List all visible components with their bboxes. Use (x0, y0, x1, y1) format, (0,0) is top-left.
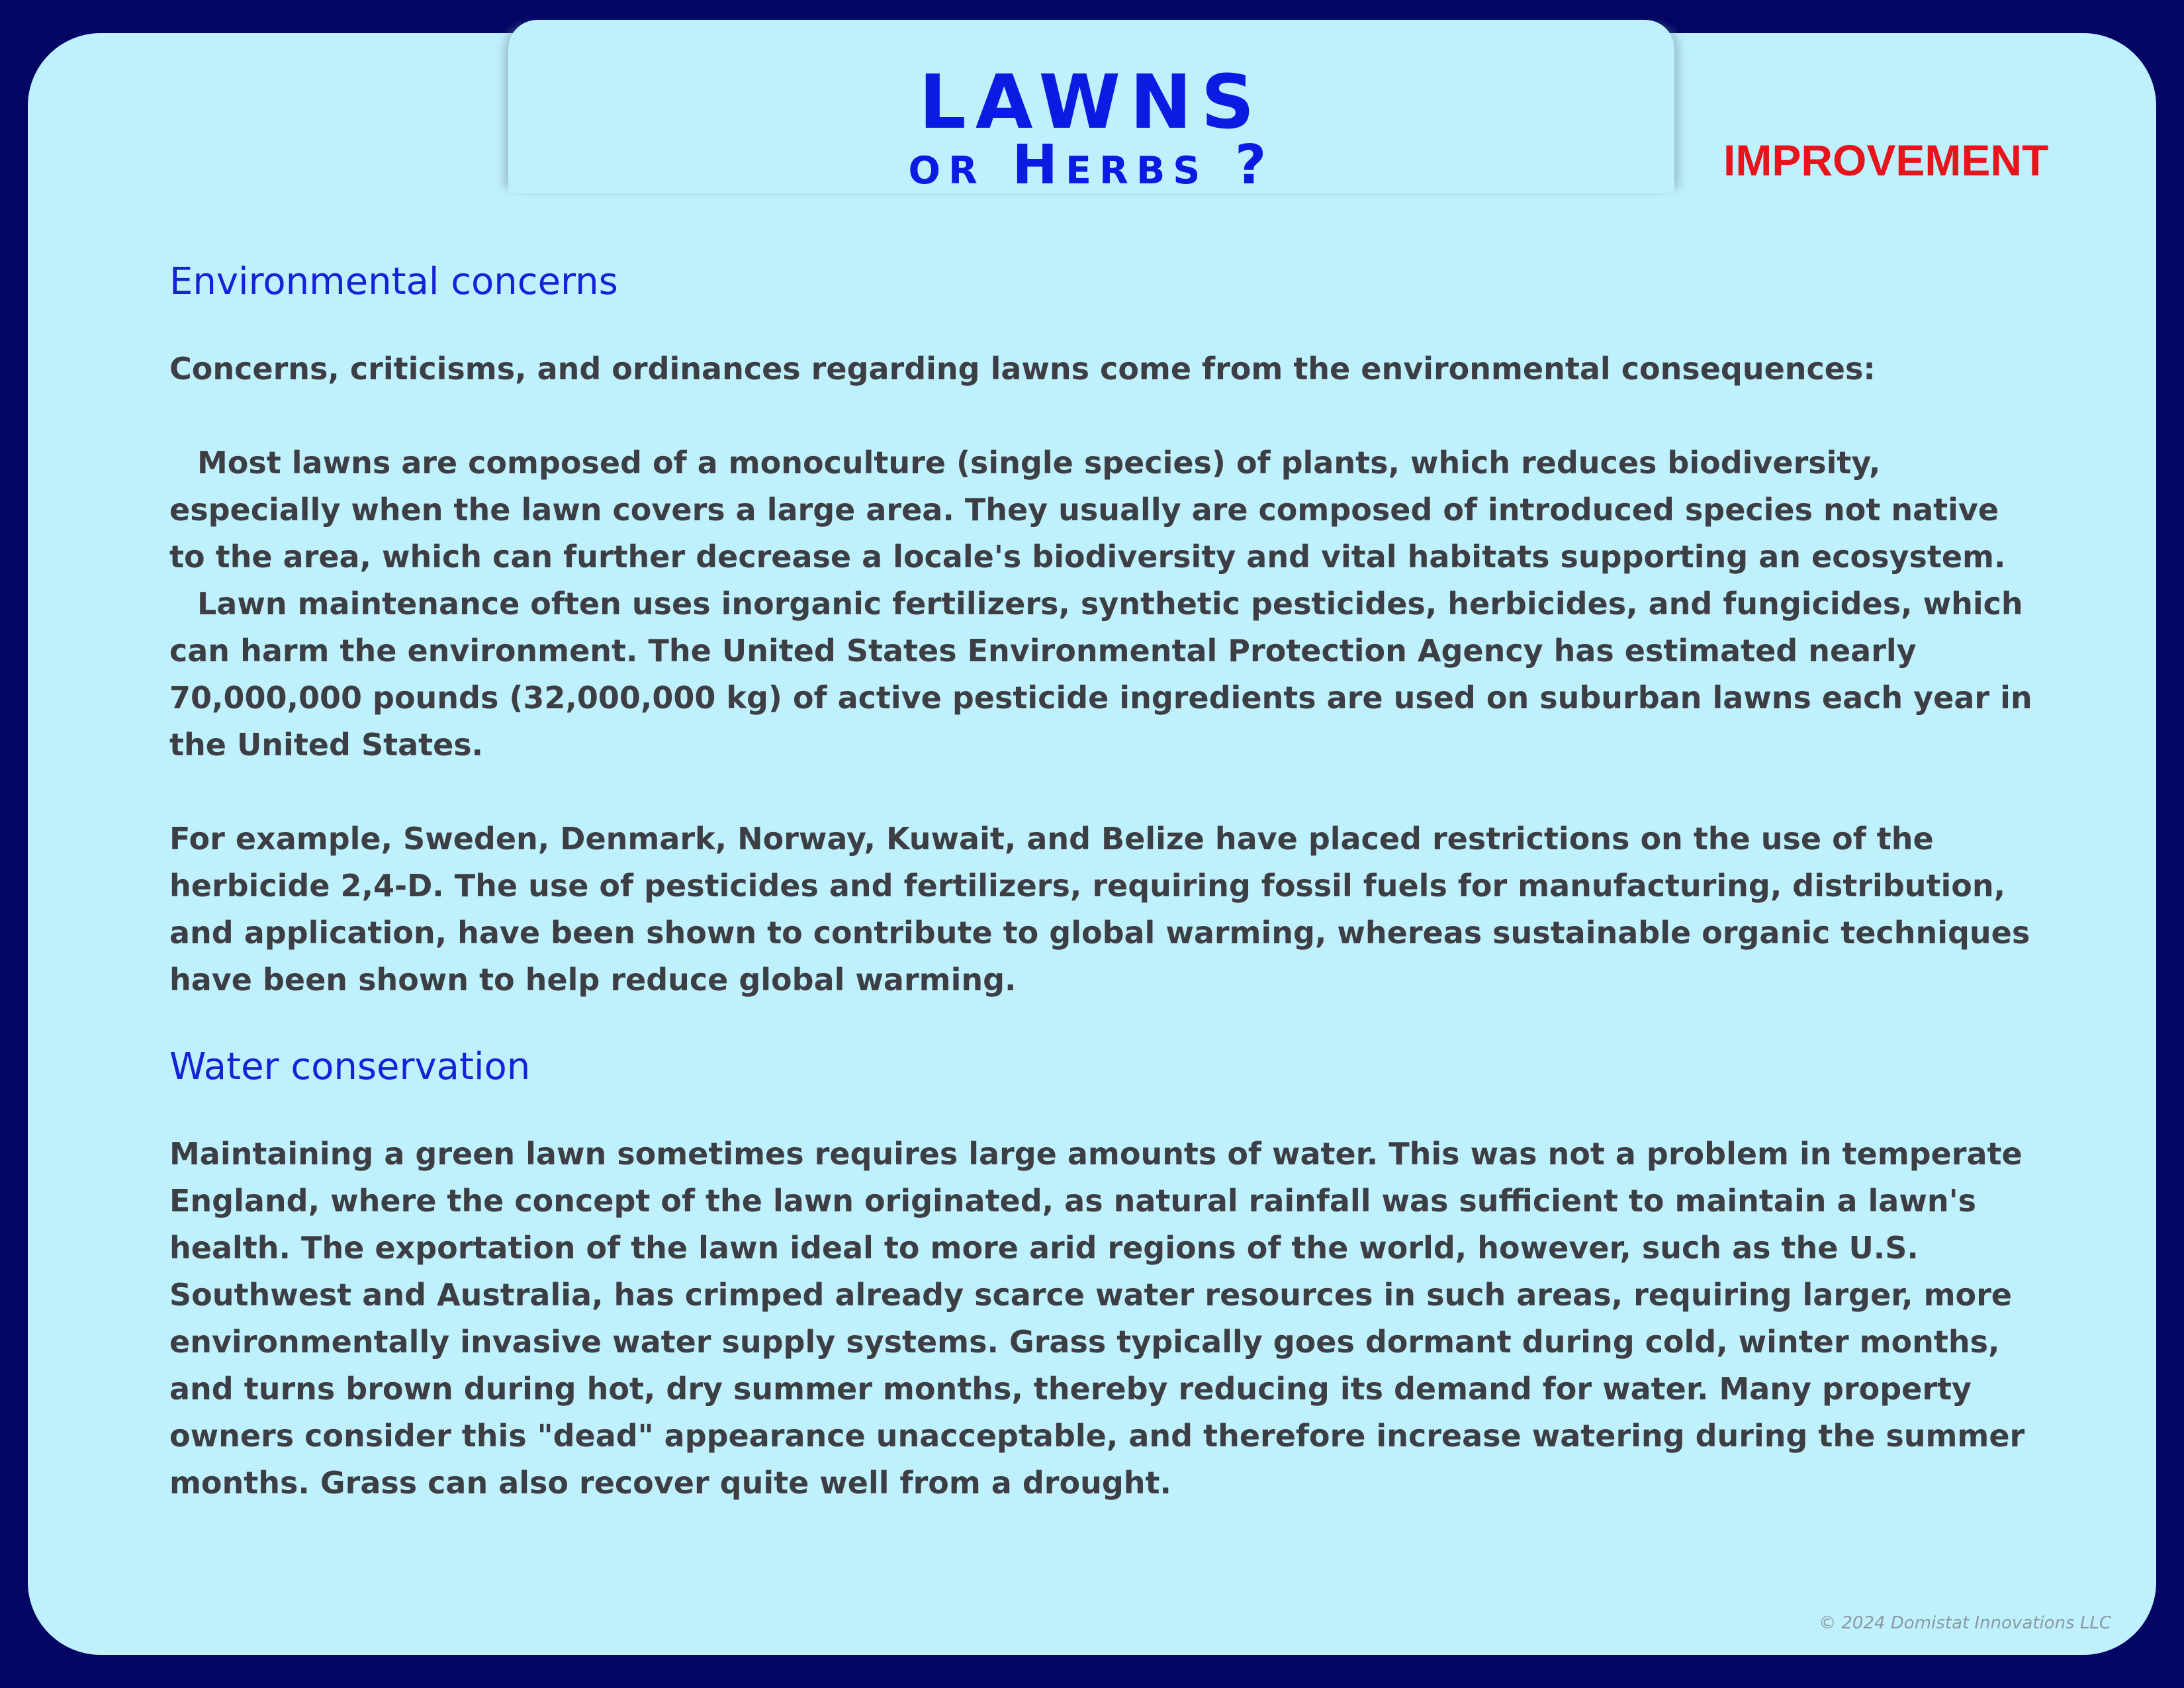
section-heading-environmental: Environmental concerns (169, 260, 618, 303)
environmental-example: For example, Sweden, Denmark, Norway, Kuwait, and Belize have placed restrictions on the use of the herbicide 2,4-D. The use of pesticides and fertilizers, requiring fossil fuels for manufacturing, distribution, and application, have been shown to contribute to global warming, whereas sustainable organic techniques have been shown to help reduce global warming. (169, 821, 2030, 998)
environmental-point-biodiversity: Most lawns are composed of a monoculture (single species) of plants, which reduces biodiversity, especially when the lawn covers a large area. They usually are composed of introduced species not native to the area, which can further decrease a locale's biodiversity and vital habitats supporting an ecosystem. (169, 445, 2006, 575)
section-heading-water: Water conservation (169, 1045, 531, 1088)
page-title: LAWNS (919, 60, 1264, 146)
page-subtitle: or Herbs ? (908, 134, 1275, 197)
environmental-intro: Concerns, criticisms, and ordinances regarding lawns come from the environmental consequences: (169, 351, 1876, 387)
copyright-notice: © 2024 Domistat Innovations LLC (1819, 1613, 2111, 1633)
improvement-badge: IMPROVEMENT (1723, 136, 2049, 185)
water-conservation-body: Maintaining a green lawn sometimes requires large amounts of water. This was not a problem in temperate England, where the concept of the lawn originated, as natural rainfall was sufficient to maintain a lawn's health. The exportation of the lawn ideal to more arid regions of the world, however, such as the U.S. Southwest and Australia, has crimped already scarce water resources in such areas, requiring larger, more environmentally invasive water supply systems. Grass typically goes dormant during cold, winter months, and turns brown during hot, dry summer months, thereby reducing its demand for water. Many property owners consider this "dead" appearance unacceptable, and therefore increase watering during the summer months. Grass can also recover quite well from a drought. (169, 1136, 2025, 1501)
article-body (169, 249, 2036, 1507)
title-tab (508, 20, 1674, 197)
environmental-point-chemicals: Lawn maintenance often uses inorganic fertilizers, synthetic pesticides, herbicides, and fungicides, which can harm the environment. The United States Environmental Protection Agency has estimated nearly 70,000,000 pounds (32,000,000 kg) of active pesticide ingredients are used on suburban lawns each year in the United States. (169, 586, 2032, 763)
